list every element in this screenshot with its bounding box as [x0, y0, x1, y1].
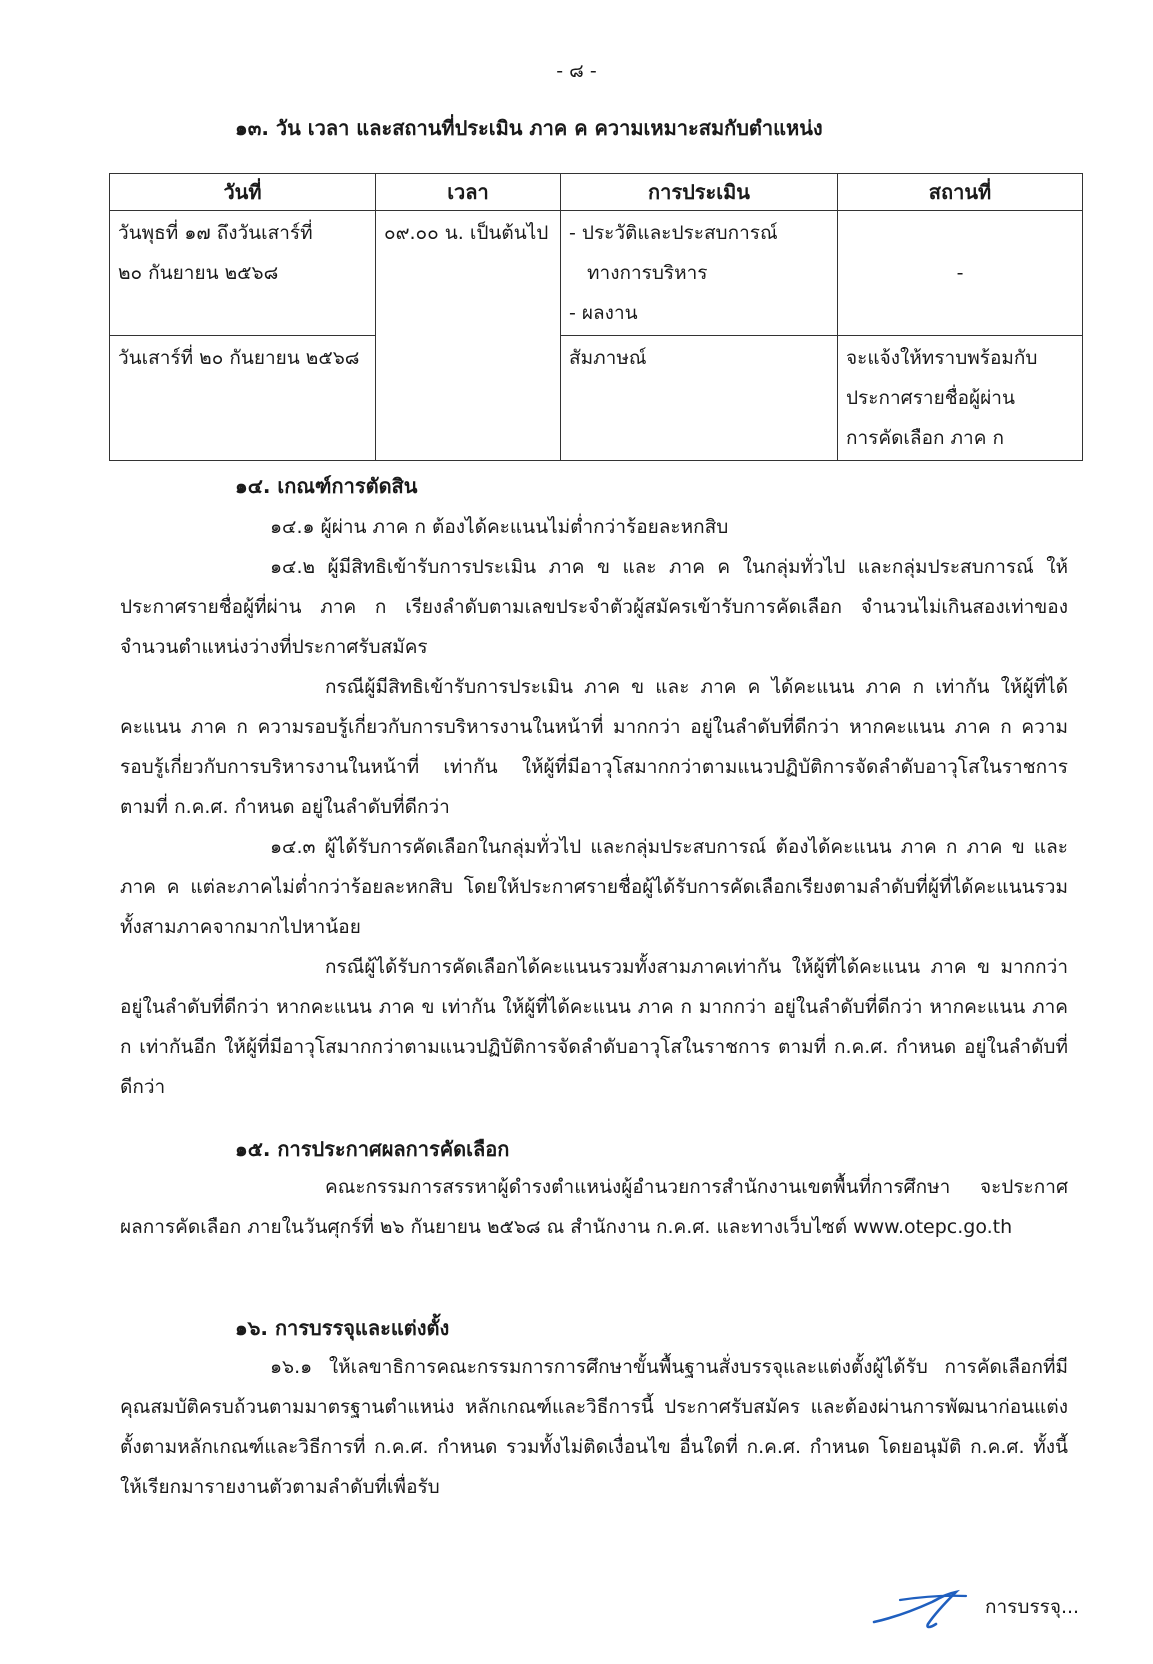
section-16-title: ๑๖. การบรรจุและแต่งตั้ง — [235, 1316, 450, 1340]
paragraph-14-2-tie — [120, 667, 1068, 827]
row2-assessment: สัมภาษณ์ — [561, 336, 838, 461]
paragraph-16-1 — [120, 1347, 1068, 1507]
row2-place — [838, 336, 1083, 461]
paragraph-14-3-tie — [120, 947, 1068, 1107]
paragraph-14-1-text: ๑๔.๑ ผู้ผ่าน ภาค ก ต้องได้คะแนนไม่ต่ำกว่าร้อยละหกสิบ — [270, 516, 729, 538]
section-13-title: ๑๓. วัน เวลา และสถานที่ประเมิน ภาค ค ความเหมาะสมกับตำแหน่ง — [235, 116, 823, 140]
paragraph-15 — [120, 1167, 1068, 1247]
paragraph-14-3 — [120, 827, 1068, 947]
paragraph-14-3-first: ๑๔.๓ ผู้ได้รับการคัดเลือกในกลุ่มทั่วไป และกลุ่มประสบการณ์ ต้องได้คะแนน ภาค ก — [270, 836, 958, 858]
paragraph-14-2-tie-first: กรณีผู้มีสิทธิเข้ารับการประเมิน ภาค ข และ ภาค ค ได้คะแนน ภาค ก เท่ากัน — [325, 676, 990, 698]
paragraph-14-2-tie-rest: ให้ผู้ที่ได้คะแนน ภาค ก ความรอบรู้เกี่ยวกับการบริหารงานในหน้าที่ มากกว่า อยู่ในลำดับที่ดีกว่า หากคะแนน ภาค ก ความรอบรู้เกี่ยวกับการบริหารงานในหน้าที่ เท่ากัน ให้ผู้ที่มีอาวุโสมากกว่าตามแนวปฏิบัติการจัดลำดับอาวุโสในราชการ ตามที่ ก.ค.ศ. กำหนด อยู่ในลำดับที่ดีกว่า — [120, 676, 1069, 818]
continuation-text: การบรรจุ... — [985, 1596, 1080, 1618]
section-15-title: ๑๕. การประกาศผลการคัดเลือก — [235, 1137, 510, 1161]
paragraph-16-1-rest: การคัดเลือกที่มีคุณสมบัติครบถ้วนตามมาตรฐานตำแหน่ง หลักเกณฑ์และวิธีการนี้ ประกาศรับสมัคร และต้องผ่านการพัฒนาก่อนแต่งตั้งตามหลักเกณฑ์และวิธีการที่ ก.ค.ศ. กำหนด รวมทั้งไม่ติดเงื่อนไข อื่นใดที่ ก.ค.ศ. กำหนด โดยอนุมัติ ก.ค.ศ. ทั้งนี้ ให้เรียกมารายงานตัวตามลำดับที่เพื่อรับ — [120, 1356, 1068, 1498]
table-row — [110, 336, 1083, 461]
row1-date-line2: ๒๐ กันยายน ๒๕๖๘ — [118, 262, 279, 284]
paragraph-14-2-first: ๑๔.๒ ผู้มีสิทธิเข้ารับการประเมิน ภาค ข และ ภาค ค ในกลุ่มทั่วไป และกลุ่มประสบการณ์ — [270, 556, 1034, 578]
signature-initial — [870, 1588, 980, 1632]
paragraph-14-2 — [120, 547, 1068, 667]
table-header-row — [110, 174, 1083, 211]
paragraph-14-2-rest: ให้ประกาศรายชื่อผู้ที่ผ่าน ภาค ก เรียงลำดับตามเลขประจำตัวผู้สมัครเข้ารับการคัดเลือก จำนวนไม่เกินสองเท่าของจำนวนตำแหน่งว่างที่ประกาศรับสมัคร — [120, 556, 1068, 658]
assessment-schedule-table — [109, 173, 1083, 461]
paragraph-15-first: คณะกรรมการสรรหาผู้ดำรงตำแหน่งผู้อำนวยการสำนักงานเขตพื้นที่การศึกษา จะประกาศ — [325, 1176, 1068, 1198]
paragraph-15-rest: ผลการคัดเลือก ภายในวันศุกร์ที่ ๒๖ กันยายน ๒๕๖๘ ณ สำนักงาน ก.ค.ศ. และทางเว็บไซต์ www.otepc.go.th — [120, 1216, 1013, 1238]
row2-place-line3: การคัดเลือก ภาค ก — [846, 427, 1004, 449]
header-place: สถานที่ — [838, 174, 1083, 211]
row1-assessment — [561, 211, 838, 336]
row1-date — [110, 211, 376, 336]
row1-eval-line2: ทางการบริหาร — [587, 262, 708, 284]
page-number: - ๘ - — [556, 60, 597, 82]
row1-date-line1: วันพุธที่ ๑๗ ถึงวันเสาร์ที่ — [118, 222, 313, 244]
row1-place: - — [838, 211, 1083, 336]
header-assessment: การประเมิน — [561, 174, 838, 211]
table-row — [110, 211, 1083, 336]
paragraph-14-3-tie-first: กรณีผู้ได้รับการคัดเลือกได้คะแนนรวมทั้งสามภาคเท่ากัน ให้ผู้ที่ได้คะแนน ภาค ข — [325, 956, 990, 978]
paragraph-14-3-rest: ภาค ข และ ภาค ค แต่ละภาคไม่ต่ำกว่าร้อยละหกสิบ โดยให้ประกาศรายชื่อผู้ได้รับการคัดเลือกเรียงตามลำดับที่ผู้ที่ได้คะแนนรวมทั้งสามภาคจากมากไปหาน้อย — [120, 836, 1068, 938]
section-14-title: ๑๔. เกณฑ์การตัดสิน — [235, 474, 418, 498]
signature-stroke — [900, 1596, 966, 1600]
row1-time: ๐๙.๐๐ น. เป็นต้นไป — [376, 211, 561, 461]
header-date: วันที่ — [110, 174, 376, 211]
row2-place-line2: ประกาศรายชื่อผู้ผ่าน — [846, 387, 1015, 409]
paragraph-14-3-tie-rest: มากกว่า อยู่ในลำดับที่ดีกว่า หากคะแนน ภาค ข เท่ากัน ให้ผู้ที่ได้คะแนน ภาค ก มากกว่า อยู่ในลำดับที่ดีกว่า หากคะแนน ภาค ก เท่ากันอีก ให้ผู้ที่มีอาวุโสมากกว่าตามแนวปฏิบัติการจัดลำดับอาวุโสในราชการ ตามที่ ก.ค.ศ. กำหนด อยู่ในลำดับที่ดีกว่า — [120, 956, 1068, 1098]
paragraph-14-1 — [120, 507, 1068, 547]
paragraph-16-1-first: ๑๖.๑ ให้เลขาธิการคณะกรรมการการศึกษาขั้นพื้นฐานสั่งบรรจุและแต่งตั้งผู้ได้รับ — [270, 1356, 928, 1378]
row1-eval-line3: - ผลงาน — [569, 302, 638, 324]
header-time: เวลา — [376, 174, 561, 211]
row2-place-line1: จะแจ้งให้ทราบพร้อมกับ — [846, 347, 1038, 369]
row1-eval-line1: - ประวัติและประสบการณ์ — [569, 222, 778, 244]
row2-date: วันเสาร์ที่ ๒๐ กันยายน ๒๕๖๘ — [110, 336, 376, 461]
